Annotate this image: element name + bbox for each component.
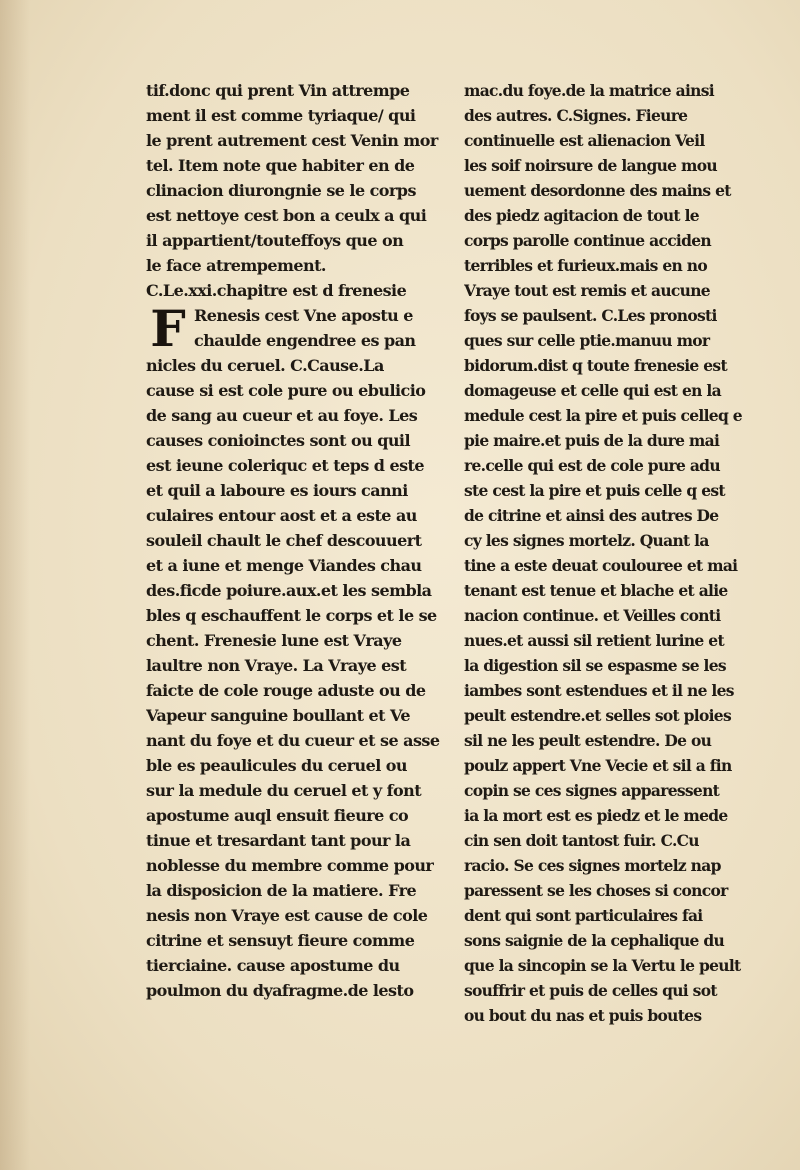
text-line: des autres. C.Signes. Fieure bbox=[464, 106, 688, 125]
left-text-column bbox=[146, 78, 454, 1003]
text-line: ia la mort est es piedz et le mede bbox=[464, 806, 728, 825]
text-line: sur la medule du ceruel et y font bbox=[146, 781, 422, 800]
text-line: le prent autrement cest Venin mor bbox=[146, 131, 438, 150]
text-line: ste cest la pire et puis celle q est bbox=[464, 481, 725, 500]
drop-cap-initial: F bbox=[150, 303, 186, 353]
text-line: noblesse du membre comme pour bbox=[146, 856, 434, 875]
text-line: chent. Frenesie lune est Vraye bbox=[146, 631, 402, 650]
text-line: citrine et sensuyt fieure comme bbox=[146, 931, 415, 950]
text-line: Renesis cest Vne apostu e bbox=[194, 306, 413, 325]
text-line: poulz appert Vne Vecie et sil a fin bbox=[464, 756, 732, 775]
text-line: corps parolle continue acciden bbox=[464, 231, 711, 250]
text-line: laultre non Vraye. La Vraye est bbox=[146, 656, 407, 675]
text-line: est ieune coleriquc et teps d este bbox=[146, 456, 425, 475]
text-line: paressent se les choses si concor bbox=[464, 881, 728, 900]
text-line: de sang au cueur et au foye. Les bbox=[146, 406, 418, 425]
text-line: tine a este deuat coulouree et mai bbox=[464, 556, 738, 575]
text-line: tenant est tenue et blache et alie bbox=[464, 581, 728, 600]
text-line: dent qui sont particulaires fai bbox=[464, 906, 703, 925]
text-line: souleil chault le chef descouuert bbox=[146, 531, 422, 550]
text-line: medule cest la pire et puis celleq e bbox=[464, 406, 742, 425]
text-line: tierciaine. cause apostume du bbox=[146, 956, 400, 975]
right-text-column bbox=[464, 78, 794, 1028]
text-line: ou bout du nas et puis boutes bbox=[464, 1006, 702, 1025]
text-line: il appartient/touteffoys que on bbox=[146, 231, 404, 250]
left-column-intro-lines bbox=[146, 78, 454, 303]
text-line: tif.donc qui prent Vin attrempe bbox=[146, 81, 410, 100]
drop-cap-lines bbox=[146, 303, 454, 353]
text-line: culaires entour aost et a este au bbox=[146, 506, 417, 525]
text-line: nues.et aussi sil retient lurine et bbox=[464, 631, 724, 650]
text-line: copin se ces signes apparessent bbox=[464, 781, 720, 800]
text-line: nicles du ceruel. C.Cause.La bbox=[146, 356, 384, 375]
text-line: cause si est cole pure ou ebulicio bbox=[146, 381, 426, 400]
text-line: des.ficde poiure.aux.et les sembla bbox=[146, 581, 432, 600]
text-line: continuelle est alienacion Veil bbox=[464, 131, 705, 150]
text-line: nacion continue. et Veilles conti bbox=[464, 606, 721, 625]
text-line: apostume auql ensuit fieure co bbox=[146, 806, 409, 825]
text-line: de citrine et ainsi des autres De bbox=[464, 506, 719, 525]
text-line: des piedz agitacion de tout le bbox=[464, 206, 699, 225]
text-line: et a iune et menge Viandes chau bbox=[146, 556, 422, 575]
text-line: pie maire.et puis de la dure mai bbox=[464, 431, 720, 450]
text-line: faicte de cole rouge aduste ou de bbox=[146, 681, 426, 700]
text-line: cy les signes mortelz. Quant la bbox=[464, 531, 709, 550]
right-column-body-lines bbox=[464, 78, 794, 1028]
page-spine-shadow bbox=[0, 0, 30, 1170]
left-column-body-lines bbox=[146, 353, 454, 1003]
text-line: et quil a laboure es iours canni bbox=[146, 481, 408, 500]
text-line: uement desordonne des mains et bbox=[464, 181, 731, 200]
text-line: tinue et tresardant tant pour la bbox=[146, 831, 411, 850]
text-line: causes conioinctes sont ou quil bbox=[146, 431, 410, 450]
text-line: bles q eschauffent le corps et le se bbox=[146, 606, 437, 625]
chapter-opening bbox=[146, 303, 454, 353]
text-line: domageuse et celle qui est en la bbox=[464, 381, 721, 400]
text-line: tel. Item note que habiter en de bbox=[146, 156, 415, 175]
text-line: terribles et furieux.mais en no bbox=[464, 256, 708, 275]
text-line: souffrir et puis de celles qui sot bbox=[464, 981, 717, 1000]
text-line: racio. Se ces signes mortelz nap bbox=[464, 856, 721, 875]
text-line: nesis non Vraye est cause de cole bbox=[146, 906, 428, 925]
text-line: la disposicion de la matiere. Fre bbox=[146, 881, 417, 900]
text-line: C.Le.xxi.chapitre est d frenesie bbox=[146, 281, 407, 300]
text-line: foys se paulsent. C.Les pronosti bbox=[464, 306, 717, 325]
text-line: nant du foye et du cueur et se asse bbox=[146, 731, 440, 750]
text-line: cin sen doit tantost fuir. C.Cu bbox=[464, 831, 699, 850]
text-line: Vapeur sanguine boullant et Ve bbox=[146, 706, 410, 725]
text-line: que la sincopin se la Vertu le peult bbox=[464, 956, 741, 975]
text-line: ble es peaulicules du ceruel ou bbox=[146, 756, 407, 775]
text-line: Vraye tout est remis et aucune bbox=[464, 281, 710, 300]
text-line: mac.du foye.de la matrice ainsi bbox=[464, 81, 714, 100]
text-line: ques sur celle ptie.manuu mor bbox=[464, 331, 710, 350]
text-line: les soif noirsure de langue mou bbox=[464, 156, 717, 175]
text-line: re.celle qui est de cole pure adu bbox=[464, 456, 720, 475]
text-line: sons saignie de la cephalique du bbox=[464, 931, 725, 950]
text-line: ment il est comme tyriaque/ qui bbox=[146, 106, 416, 125]
text-line: sil ne les peult estendre. De ou bbox=[464, 731, 712, 750]
text-line: poulmon du dyafragme.de lesto bbox=[146, 981, 414, 1000]
text-line: iambes sont estendues et il ne les bbox=[464, 681, 734, 700]
text-line: chaulde engendree es pan bbox=[194, 331, 416, 350]
text-line: la digestion sil se espasme se les bbox=[464, 656, 726, 675]
text-line: peult estendre.et selles sot ploies bbox=[464, 706, 731, 725]
text-line: le face atrempement. bbox=[146, 256, 326, 275]
text-line: bidorum.dist q toute frenesie est bbox=[464, 356, 727, 375]
text-line: est nettoye cest bon a ceulx a qui bbox=[146, 206, 427, 225]
text-line: clinacion diurongnie se le corps bbox=[146, 181, 416, 200]
